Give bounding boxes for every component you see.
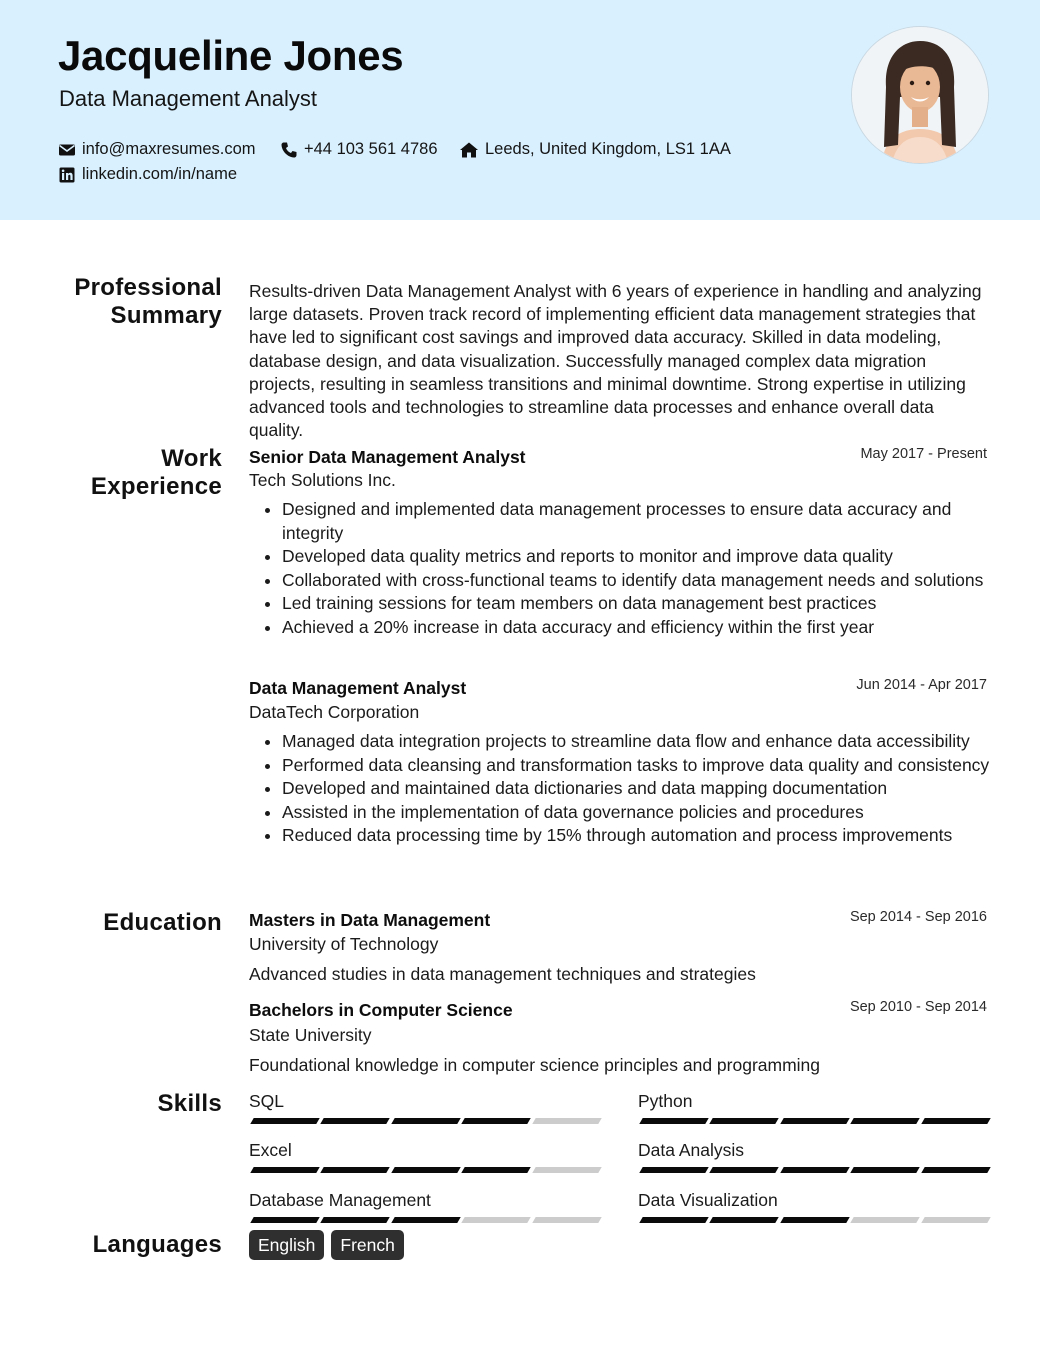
skill-segment-filled [780, 1118, 850, 1124]
skill-name: Excel [249, 1140, 292, 1160]
job-bullets [249, 730, 1012, 848]
candidate-title: Data Management Analyst [59, 86, 318, 111]
list-item: • Developed and maintained data dictionaries and data mapping documentation [282, 777, 1012, 801]
skill-level-bar [252, 1217, 600, 1223]
phone-icon [280, 141, 298, 159]
skill-segment-filled [921, 1118, 991, 1124]
school-name: University of Technology [249, 934, 439, 954]
skill-segment-empty [921, 1217, 991, 1223]
school-name: State University [249, 1025, 372, 1045]
work-title-line-2: Experience [90, 473, 222, 500]
education-description: Advanced studies in data management techniques and strategies [249, 964, 756, 984]
skill-segment-empty [532, 1217, 602, 1223]
skill-level-bar [252, 1118, 600, 1124]
skill-segment-filled [250, 1167, 320, 1173]
job-dates: Jun 2014 - Apr 2017 [856, 677, 987, 693]
skill-segment-filled [321, 1118, 391, 1124]
candidate-name: Jacqueline Jones [58, 32, 404, 79]
list-item: • Designed and implemented data management processes to ensure data accuracy and integrity [282, 498, 1012, 545]
contact-location [459, 140, 731, 159]
job-company: DataTech Corporation [249, 702, 420, 722]
linkedin-text: linkedin.com/in/name [82, 165, 237, 183]
skill-segment-empty [532, 1118, 602, 1124]
skill-segment-filled [321, 1217, 391, 1223]
summary-block [249, 280, 987, 442]
job-company: Tech Solutions Inc. [249, 470, 396, 490]
skill-segment-filled [710, 1217, 780, 1223]
skill-segment-empty [461, 1217, 531, 1223]
skill-segment-filled [321, 1167, 391, 1173]
work-title-line-1: Work [161, 445, 222, 472]
section-title-languages: Languages [92, 1231, 222, 1258]
list-item: • Assisted in the implementation of data governance policies and procedures [282, 801, 1012, 825]
contact-phone[interactable] [280, 140, 438, 159]
contact-linkedin[interactable] [58, 165, 237, 184]
list-item: • Performed data cleansing and transformation tasks to improve data quality and consistency [282, 754, 1012, 778]
summary-title-line-2: Summary [110, 302, 222, 329]
skill-segment-filled [710, 1167, 780, 1173]
resume-header [0, 0, 1040, 220]
email-text: info@maxresumes.com [82, 140, 256, 158]
skill-segment-filled [461, 1118, 531, 1124]
skill-name: SQL [249, 1091, 285, 1111]
section-title-skills: Skills [157, 1090, 222, 1117]
skill-name: Database Management [249, 1190, 431, 1210]
location-text: Leeds, United Kingdom, LS1 1AA [485, 140, 731, 158]
skill-segment-filled [461, 1167, 531, 1173]
skill-level-bar [641, 1118, 989, 1124]
section-title-work [91, 445, 222, 501]
summary-text: Results-driven Data Management Analyst with 6 years of experience in handling and analyzing large datasets. Proven track record of implementing efficient data management strategies that have led to significant cost savings and improved data accuracy. Skilled in data modeling, database design, and data visualization. Successfully managed complex data migration projects, resulting in seamless transitions and minimal downtime. Strong expertise in utilizing advanced tools and technologies to streamline data processes and enhance overall data quality. [249, 281, 982, 441]
skill-level-bar [641, 1167, 989, 1173]
skill-segment-filled [250, 1118, 320, 1124]
job-title: Data Management Analyst [249, 678, 467, 698]
skill-segment-filled [391, 1118, 461, 1124]
skill-name: Python [638, 1091, 693, 1111]
list-item: • Reduced data processing time by 15% through automation and process improvements [282, 824, 1012, 848]
profile-photo [851, 26, 989, 164]
skill-segment-filled [850, 1118, 920, 1124]
list-item: • Led training sessions for team members on data management best practices [282, 592, 1012, 616]
language-tags [249, 1230, 404, 1260]
skill-segment-filled [780, 1167, 850, 1173]
skill-segment-filled [639, 1118, 709, 1124]
job-bullets [249, 498, 1012, 639]
education-dates: Sep 2014 - Sep 2016 [849, 909, 987, 925]
language-tag: French [331, 1230, 403, 1260]
skill-level-bar [641, 1217, 989, 1223]
list-item: • Managed data integration projects to streamline data flow and enhance data accessibility [282, 730, 1012, 754]
skill-segment-filled [250, 1217, 320, 1223]
skill-segment-filled [391, 1167, 461, 1173]
skill-segment-filled [780, 1217, 850, 1223]
skill-segment-filled [710, 1118, 780, 1124]
list-item: • Developed data quality metrics and reports to monitor and improve data quality [282, 545, 1012, 569]
list-item: • Achieved a 20% increase in data accuracy and efficiency within the first year [282, 616, 1012, 640]
section-title-summary [74, 274, 222, 330]
linkedin-icon [58, 166, 76, 184]
education-description: Foundational knowledge in computer science principles and programming [249, 1055, 821, 1075]
job-title: Senior Data Management Analyst [249, 447, 526, 467]
list-item: • Collaborated with cross-functional teams to identify data management needs and solutions [282, 569, 1012, 593]
language-tag: English [249, 1230, 324, 1260]
skill-segment-filled [639, 1217, 709, 1223]
home-icon [459, 141, 479, 159]
degree-title: Masters in Data Management [249, 910, 491, 930]
envelope-icon [58, 141, 76, 159]
skill-segment-empty [850, 1217, 920, 1223]
skill-segment-filled [639, 1167, 709, 1173]
skill-segment-empty [532, 1167, 602, 1173]
summary-title-line-1: Professional [74, 274, 222, 301]
skill-segment-filled [850, 1167, 920, 1173]
skill-segment-filled [921, 1167, 991, 1173]
avatar-illustration [852, 27, 988, 163]
skill-name: Data Analysis [638, 1140, 745, 1160]
education-dates: Sep 2010 - Sep 2014 [849, 999, 987, 1015]
job-dates: May 2017 - Present [860, 446, 987, 462]
skill-segment-filled [391, 1217, 461, 1223]
section-title-education: Education [103, 909, 222, 936]
skill-name: Data Visualization [638, 1190, 778, 1210]
degree-title: Bachelors in Computer Science [249, 1000, 513, 1020]
phone-text: +44 103 561 4786 [304, 140, 438, 158]
skill-level-bar [252, 1167, 600, 1173]
contact-email[interactable] [58, 140, 256, 159]
